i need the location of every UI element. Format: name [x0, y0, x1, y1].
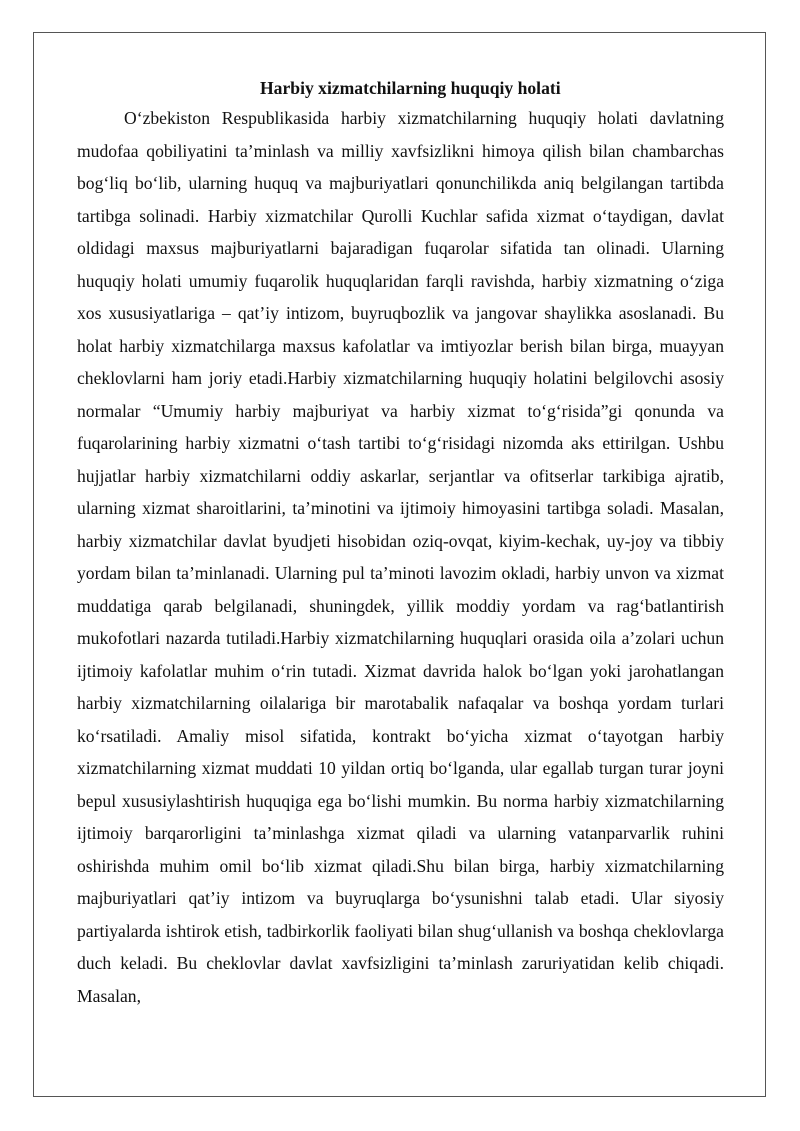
document-title: Harbiy xizmatchilarning huquqiy holati: [260, 78, 561, 98]
document-body: [77, 75, 724, 1012]
document-paragraph: O‘zbekiston Respublikasida harbiy xizmatchilarning huquqiy holati davlatning mudofaa qobiliyatini ta’minlash va milliy xavfsizlikni himoya qilish bilan chambarchas bog‘liq bo‘lib, ularning huquq va majburiyatlari qonunchilikda aniq belgilangan tartibda tartibga solinadi. Harbiy xizmatchilar Qurolli Kuchlar safida xizmat o‘taydigan, davlat oldidagi maxsus majburiyatlarni bajaradigan fuqarolar sifatida tan olinadi. Ularning huquqiy holati umumiy fuqarolik huquqlaridan farqli ravishda, harbiy xizmatning o‘ziga xos xususiyatlariga – qat’iy intizom, buyruqbozlik va jangovar shaylikka asoslanadi. Bu holat harbiy xizmatchilarga maxsus kafolatlar va imtiyozlar berish bilan birga, muayyan cheklovlarni ham joriy etadi.Harbiy xizmatchilarning huquqiy holatini belgilovchi asosiy normalar “Umumiy harbiy majburiyat va harbiy xizmat to‘g‘risida”gi qonunda va fuqarolarining harbiy xizmatni o‘tash tartibi to‘g‘risidagi nizomda aks ettirilgan. Ushbu hujjatlar harbiy xizmatchilarni oddiy askarlar, serjantlar va ofitserlar tarkibiga ajratib, ularning xizmat sharoitlarini, ta’minotini va ijtimoiy himoyasini tartibga soladi. Masalan, harbiy xizmatchilar davlat byudjeti hisobidan oziq-ovqat, kiyim-kechak, uy-joy va tibbiy yordam bilan ta’minlanadi. Ularning pul ta’minoti lavozim okladi, harbiy unvon va xizmat muddatiga qarab belgilanadi, shuningdek, yillik moddiy yordam va rag‘batlantirish mukofotlari nazarda tutiladi.Harbiy xizmatchilarning huquqlari orasida oila a’zolari uchun ijtimoiy kafolatlar muhim o‘rin tutadi. Xizmat davrida halok bo‘lgan yoki jarohatlangan harbiy xizmatchilarning oilalariga bir marotabalik nafaqalar va boshqa yordam turlari ko‘rsatiladi. Amaliy misol sifatida, kontrakt bo‘yicha xizmat o‘tayotgan harbiy xizmatchilarning xizmat muddati 10 yildan ortiq bo‘lganda, ular egallab turgan turar joyni bepul xususiylashtirish huquqiga ega bo‘lishi mumkin. Bu norma harbiy xizmatchilarning ijtimoiy barqarorligini ta’minlashga xizmat qiladi va ularning vatanparvarlik ruhini oshirishda muhim omil bo‘lib xizmat qiladi.Shu bilan birga, harbiy xizmatchilarning majburiyatlari qat’iy intizom va buyruqlarga bo‘ysunishni talab etadi. Ular siyosiy partiyalarda ishtirok etish, tadbirkorlik faoliyati bilan shug‘ullanish va boshqa cheklovlarga duch keladi. Bu cheklovlar davlat xavfsizligini ta’minlash zaruriyatidan kelib chiqadi. Masalan,: [77, 108, 724, 1006]
